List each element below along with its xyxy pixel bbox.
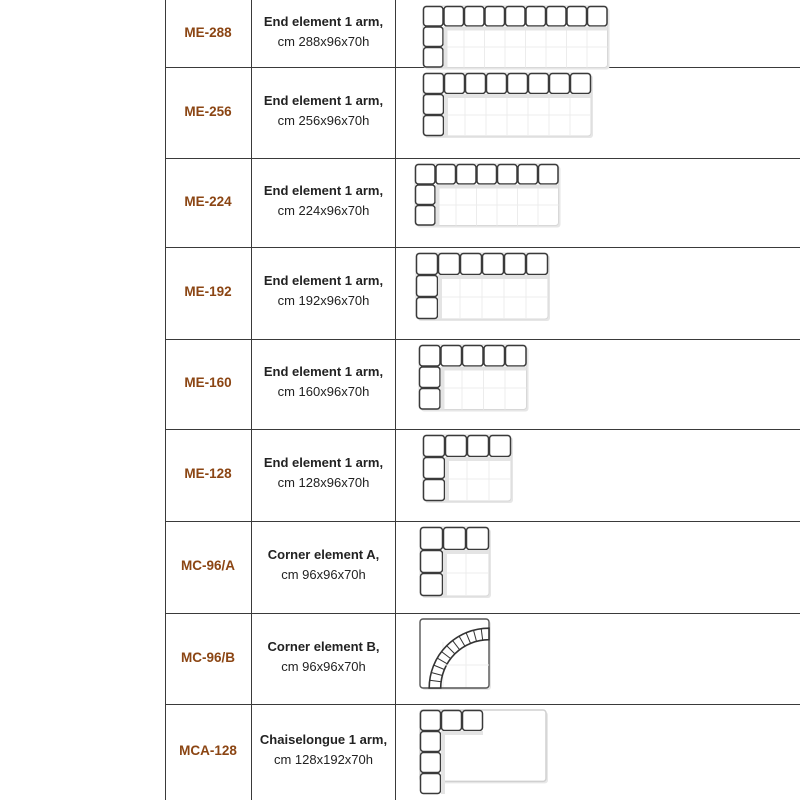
product-title: Corner element B, [267,638,380,654]
table-row [0,704,800,800]
table-row [0,67,800,158]
product-dimensions: cm 96x96x70h [281,658,366,674]
product-dimensions: cm 256x96x70h [277,112,370,128]
product-title: End element 1 arm, [263,13,384,29]
product-title: Corner element A, [267,547,380,562]
product-description [252,181,395,221]
sofa-diagram [400,158,780,247]
sofa-layout-drawing [400,613,800,704]
product-title: End element 1 arm, [263,92,384,108]
product-description [252,453,395,493]
table-row [0,521,800,613]
product-dimensions: cm 288x96x70h [277,33,370,49]
sofa-diagram [400,429,780,521]
product-code: ME-160 [184,375,232,390]
sofa-layout-drawing [400,247,800,339]
product-description [252,637,395,677]
product-code: ME-224 [184,193,232,209]
product-code: MC-96/B [180,649,235,665]
sofa-layout-drawing [400,521,800,613]
product-dimensions: cm 128x192x70h [273,752,373,767]
sofa-layout-drawing [400,704,800,800]
product-code: ME-192 [184,284,232,299]
table-row [0,613,800,704]
sofa-diagram [400,247,780,339]
product-dimensions: cm 128x96x70h [277,475,370,490]
sofa-layout-drawing [400,0,800,67]
table-row [0,339,800,429]
product-dimensions: cm 160x96x70h [277,384,370,399]
product-description [252,730,395,770]
product-dimensions: cm 192x96x70h [277,293,370,308]
sofa-diagram [400,339,780,429]
table-row [0,158,800,247]
sofa-layout-drawing [400,339,800,429]
product-code: ME-288 [184,24,232,40]
table-row [0,429,800,521]
product-description [252,545,395,585]
product-code: MCA-128 [179,743,237,758]
sofa-diagram [400,67,780,158]
product-title: End element 1 arm, [263,455,384,470]
product-code: ME-256 [184,103,232,119]
product-description [252,362,395,402]
product-dimensions: cm 96x96x70h [281,567,366,582]
product-description [252,271,395,311]
product-dimensions: cm 224x96x70h [277,202,370,218]
table-row [0,0,800,67]
product-title: End element 1 arm, [263,273,384,288]
product-description [252,91,395,131]
sofa-layout-drawing [400,429,800,521]
product-description [252,12,395,52]
sofa-layout-drawing [400,158,800,247]
product-title: End element 1 arm, [263,364,384,379]
sofa-diagram [400,0,780,67]
sofa-diagram [400,613,780,704]
sofa-diagram [400,521,780,613]
product-title: End element 1 arm, [263,182,384,198]
sofa-layout-drawing [400,67,800,158]
product-title: Chaiselongue 1 arm, [259,732,388,747]
product-code: ME-128 [184,466,232,481]
sofa-diagram [400,704,780,800]
product-code: MC-96/A [180,558,235,573]
table-row [0,247,800,339]
